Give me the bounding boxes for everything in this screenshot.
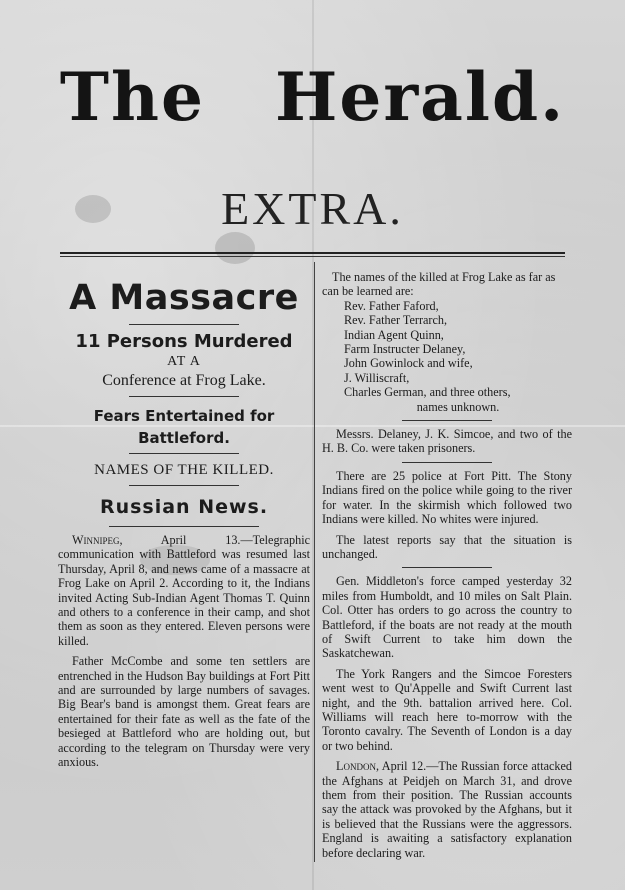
- section-rule: [402, 567, 492, 568]
- list-item: Charles German, and three others,: [344, 385, 511, 400]
- masthead-word-1: The: [59, 58, 205, 136]
- section-rule: [402, 420, 492, 421]
- header-rule: [60, 252, 565, 254]
- headline-at-a: AT A: [167, 354, 201, 369]
- edition-label: EXTRA.: [221, 183, 404, 234]
- headline-rule: [109, 526, 259, 527]
- ink-stain: [215, 232, 255, 264]
- paragraph-text: April 12.—The Russian force attacked the Afghans at Peidjeh on March 31, and drove them from their position. The Russian accounts say the attack was provoked by the Afghans, but it is believed that the Russians were the aggressors. England is awaiting a satisfactory explanation before declaring war.: [322, 759, 572, 860]
- list-item: Indian Agent Quinn,: [344, 327, 444, 342]
- paragraph-text: April 13.—Telegraphic communication with Battleford was resumed last Thursday, April 8, and news came of a massacre at Frog Lake on April 2. According to it, the Indians invited Acting Sub-Indian Agent Thomas T. Quinn and others to a conference in their camp, and shot them as soon as they entered. Eleven persons were killed.: [58, 533, 310, 648]
- headline-rule: [129, 324, 239, 325]
- headline-rule: [129, 453, 239, 454]
- list-item: J. Williscraft,: [344, 370, 410, 385]
- list-item: names unknown.: [416, 399, 500, 414]
- list-item: Rev. Father Faford,: [344, 298, 439, 313]
- article-paragraph: Messrs. Delaney, J. K. Simcoe, and two of the H. B. Co. were taken prisoners.: [322, 427, 572, 456]
- masthead-word-2: Herald.: [275, 58, 566, 136]
- article-paragraph: There are 25 police at Fort Pitt. The Stony Indians fired on the police while going to the river for water. In the skirmish which followed two Indians were killed. No whites were injured.: [322, 468, 572, 527]
- dateline: London,: [336, 759, 379, 774]
- column-divider: [314, 262, 315, 862]
- list-item: John Gowinlock and wife,: [344, 356, 473, 371]
- article-paragraph: Father McCombe and some ten settlers are entrenched in the Hudson Bay buildings at Fort Pitt and are surrounded by large numbers of savages. Big Bear's band is amongst them. Great fears are entertained for their fate as well as the fate of the besieged at Battleford who are holding out, but according to the telegram on Thursday were very anxious.: [58, 654, 310, 770]
- masthead-title: [0, 58, 625, 136]
- headline-battleford: Battleford.: [138, 429, 230, 447]
- headline-rule: [129, 396, 239, 397]
- dateline: Winnipeg,: [72, 533, 123, 547]
- article-paragraph: The York Rangers and the Simcoe Foresters went west to Qu'Appelle and Swift Current last night, and the 9th. battalion arrived here. Col. Williams will reach here to-morrow with the Toronto cavalry. The Seventh of London is a day or two behind.: [322, 666, 572, 753]
- headline-fears: Fears Entertained for: [93, 407, 275, 425]
- names-list-intro: The names of the killed at Frog Lake as far as can be learned are:: [322, 270, 556, 299]
- section-rule: [402, 462, 492, 463]
- list-item: Farm Instructer Delaney,: [344, 342, 466, 357]
- article-paragraph: The latest reports say that the situation is unchanged.: [322, 532, 572, 561]
- names-list: [322, 299, 572, 414]
- headline-russian-news: Russian News.: [99, 496, 269, 518]
- article-paragraph: Gen. Middleton's force camped yesterday 32 miles from Humboldt, and 10 miles on Salt Plain. Col. Otter has orders to go across the country to Battleford, if the boats are not ready at the mouth of Swift Current to take him down the Saskatchewan.: [322, 574, 572, 661]
- headline-sub: 11 Persons Murdered: [75, 331, 293, 352]
- headline-conference: Conference at Frog Lake.: [102, 372, 266, 389]
- headline-rule: [129, 485, 239, 486]
- list-item: Rev. Father Terrarch,: [344, 313, 448, 328]
- header-rule-thin: [60, 256, 565, 257]
- article-paragraph: [58, 533, 310, 648]
- article-paragraph: [322, 759, 572, 860]
- right-column: [322, 270, 572, 866]
- left-column: [58, 270, 310, 776]
- headline-main: A Massacre: [69, 278, 299, 318]
- headline-names-killed: NAMES OF THE KILLED.: [94, 462, 274, 478]
